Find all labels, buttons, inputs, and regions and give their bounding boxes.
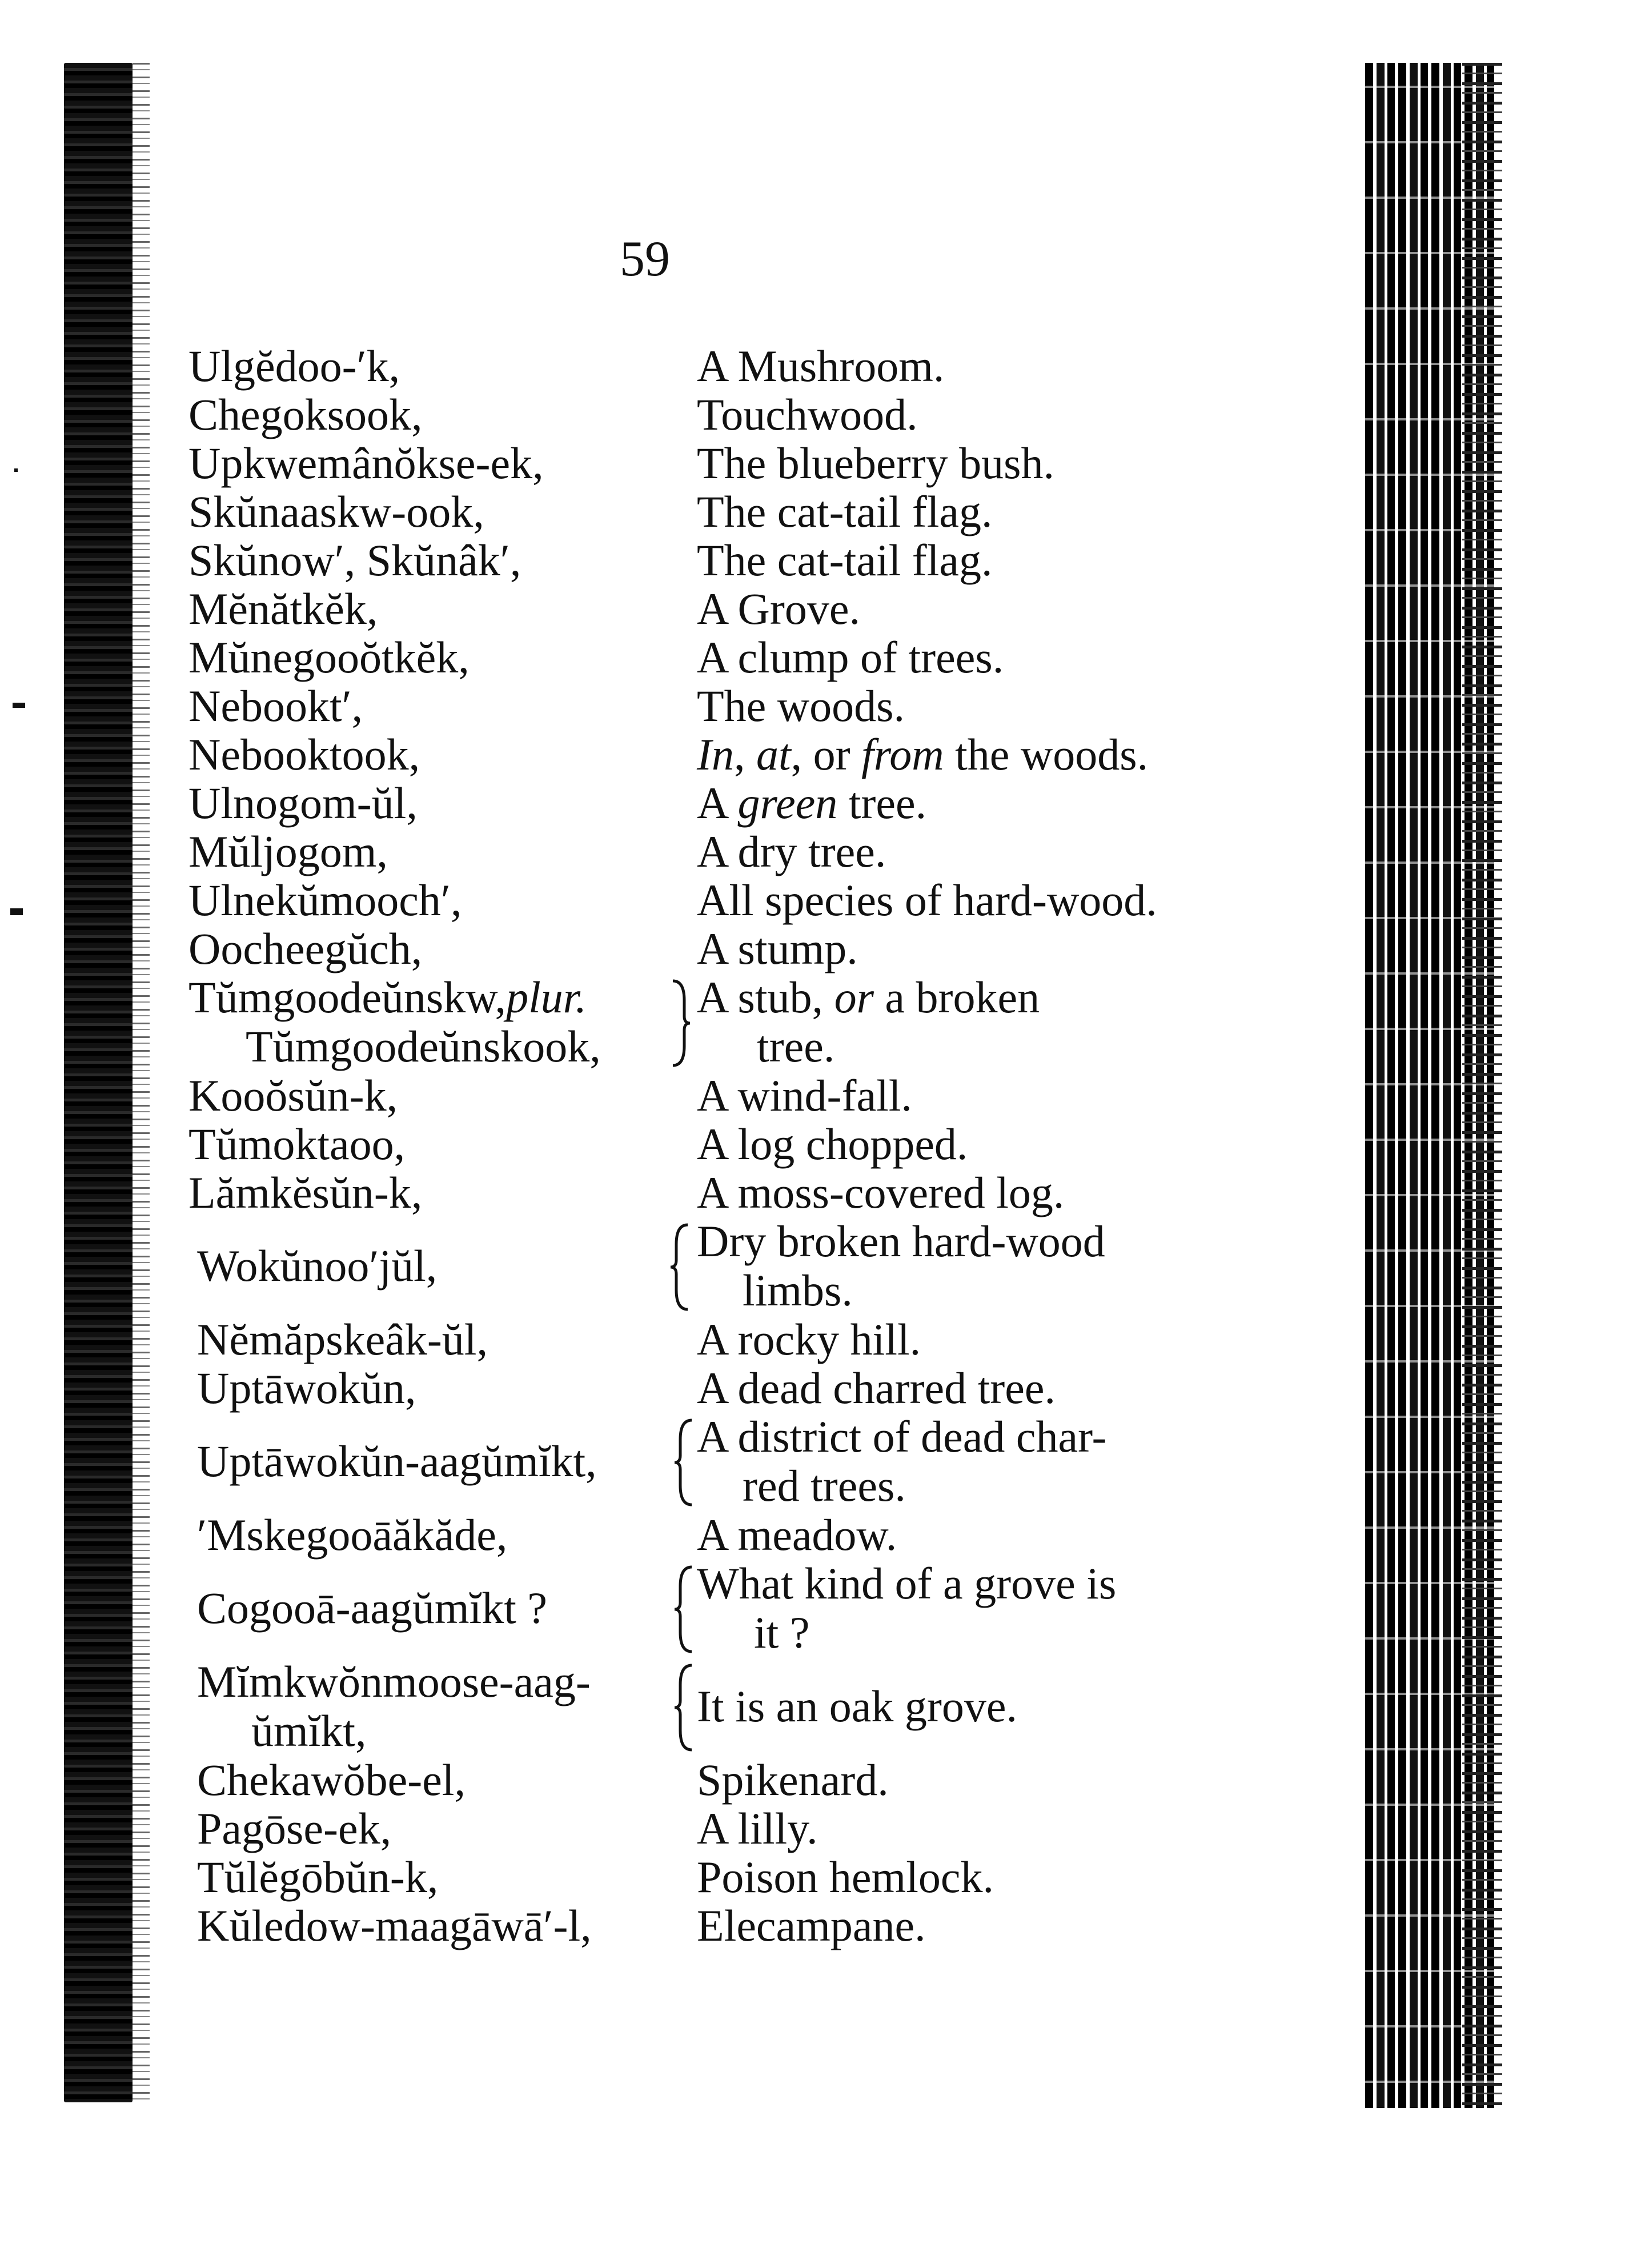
definition: A Grove. bbox=[697, 584, 860, 634]
term: Skŭnaaskw-ook, bbox=[188, 487, 484, 536]
definition: A rocky hill. bbox=[697, 1315, 921, 1364]
list-item bbox=[0, 1412, 1625, 1510]
term: Chegoksook, bbox=[188, 390, 423, 439]
definition: A clump of trees. bbox=[697, 632, 1004, 682]
term-note: plur. bbox=[506, 972, 587, 1022]
definition-italic: from bbox=[861, 730, 944, 779]
definition-part: a broken bbox=[873, 972, 1040, 1022]
definition-italic: or bbox=[834, 972, 874, 1022]
definition-continuation: it ? bbox=[754, 1608, 810, 1657]
definition-part: , or bbox=[791, 730, 862, 779]
definition: What kind of a grove is bbox=[697, 1558, 1117, 1608]
term: Nebooktook, bbox=[188, 730, 420, 779]
term: Lămkĕsŭn-k, bbox=[188, 1168, 423, 1217]
term: Nĕmăpskeâk-ŭl, bbox=[197, 1315, 488, 1364]
term: Upkwemânŏkse-ek, bbox=[188, 438, 544, 488]
term-continuation: ŭmĭkt, bbox=[251, 1706, 367, 1756]
definition: The cat-tail flag. bbox=[697, 535, 993, 585]
term: Chekawŏbe-el, bbox=[197, 1755, 466, 1805]
definition bbox=[697, 779, 1222, 828]
definition: The blueberry bush. bbox=[697, 438, 1054, 488]
term-plural: Tŭmgoodeŭnskook, bbox=[246, 1021, 601, 1071]
definition-part: A stub, bbox=[697, 972, 834, 1022]
brace-icon bbox=[667, 1221, 693, 1313]
list-item bbox=[0, 1559, 1625, 1657]
term bbox=[188, 973, 587, 1022]
term: Mŭljogom, bbox=[188, 827, 388, 876]
definition-part: tree. bbox=[837, 778, 927, 828]
definition-italic: green bbox=[737, 778, 838, 828]
brace-icon bbox=[671, 1564, 697, 1655]
definition: Elecampane. bbox=[697, 1901, 926, 1950]
term: Mĭmkwŏnmoose-aag- bbox=[197, 1657, 591, 1706]
term: ʹMskegooāăkăde, bbox=[197, 1510, 508, 1560]
definition: Poison hemlock. bbox=[697, 1852, 994, 1902]
list-item bbox=[0, 973, 1625, 1071]
definition: A moss-covered log. bbox=[697, 1168, 1065, 1217]
term: Oocheegŭch, bbox=[188, 924, 423, 973]
definition-continuation: tree. bbox=[757, 1021, 835, 1071]
definition: A stump. bbox=[697, 924, 858, 973]
definition: Spikenard. bbox=[697, 1755, 889, 1805]
term: Ulnekŭmoochʹ, bbox=[188, 875, 462, 925]
definition: The cat-tail flag. bbox=[697, 487, 993, 536]
definition: Dry broken hard-wood bbox=[697, 1216, 1105, 1266]
term: Cogooā-aagŭmĭkt ? bbox=[197, 1583, 547, 1633]
definition: A district of dead char- bbox=[697, 1412, 1107, 1461]
definition: A dead charred tree. bbox=[697, 1363, 1056, 1413]
definition: A dry tree. bbox=[697, 827, 886, 876]
definition: The woods. bbox=[697, 681, 905, 731]
definition: A wind-fall. bbox=[697, 1071, 912, 1120]
term: Ulgĕdoo-ʹk, bbox=[188, 341, 400, 391]
brace-icon bbox=[671, 1417, 697, 1508]
page-number: 59 bbox=[620, 231, 670, 287]
term: Ulnogom-ŭl, bbox=[188, 778, 418, 828]
definition-italic: In bbox=[697, 730, 734, 779]
term-text: Tŭmgoodeŭnskw, bbox=[188, 972, 507, 1022]
definition: A log chopped. bbox=[697, 1119, 968, 1169]
definition-continuation: red trees. bbox=[743, 1461, 906, 1510]
list-item bbox=[0, 1217, 1625, 1315]
term: Pagōse-ek, bbox=[197, 1804, 392, 1853]
definition: A Mushroom. bbox=[697, 341, 945, 391]
term: Skŭnowʹ, Skŭnâkʹ, bbox=[188, 535, 521, 585]
list-item bbox=[0, 1657, 1625, 1756]
definition bbox=[697, 730, 1222, 779]
definition: A meadow. bbox=[697, 1510, 897, 1560]
brace-icon bbox=[671, 1662, 697, 1753]
definition: It is an oak grove. bbox=[697, 1681, 1018, 1731]
definition-part: A bbox=[697, 778, 738, 828]
brace-icon bbox=[667, 977, 693, 1069]
definition bbox=[697, 973, 1222, 1022]
definition-part: , bbox=[733, 730, 756, 779]
definition-continuation: limbs. bbox=[743, 1265, 853, 1315]
term: Mĕnătkĕk, bbox=[188, 584, 378, 634]
term: Wokŭnooʹjŭl, bbox=[197, 1241, 438, 1291]
definition-part: the woods. bbox=[944, 730, 1149, 779]
term: Kooŏsŭn-k, bbox=[188, 1071, 398, 1120]
term: Tŭlĕgōbŭn-k, bbox=[197, 1852, 439, 1902]
term: Nebooktʹ, bbox=[188, 681, 363, 731]
definition: Touchwood. bbox=[697, 390, 918, 439]
term: Mŭnegooŏtkĕk, bbox=[188, 632, 470, 682]
term: Uptāwokŭn, bbox=[197, 1363, 416, 1413]
definition: A lilly. bbox=[697, 1804, 818, 1853]
definition-italic: at bbox=[756, 730, 791, 779]
term: Kŭledow-maagāwāʹ-l, bbox=[197, 1901, 592, 1950]
definition: All species of hard-wood. bbox=[697, 875, 1157, 925]
term: Uptāwokŭn-aagŭmĭkt, bbox=[197, 1436, 597, 1486]
term: Tŭmoktaoo, bbox=[188, 1119, 406, 1169]
